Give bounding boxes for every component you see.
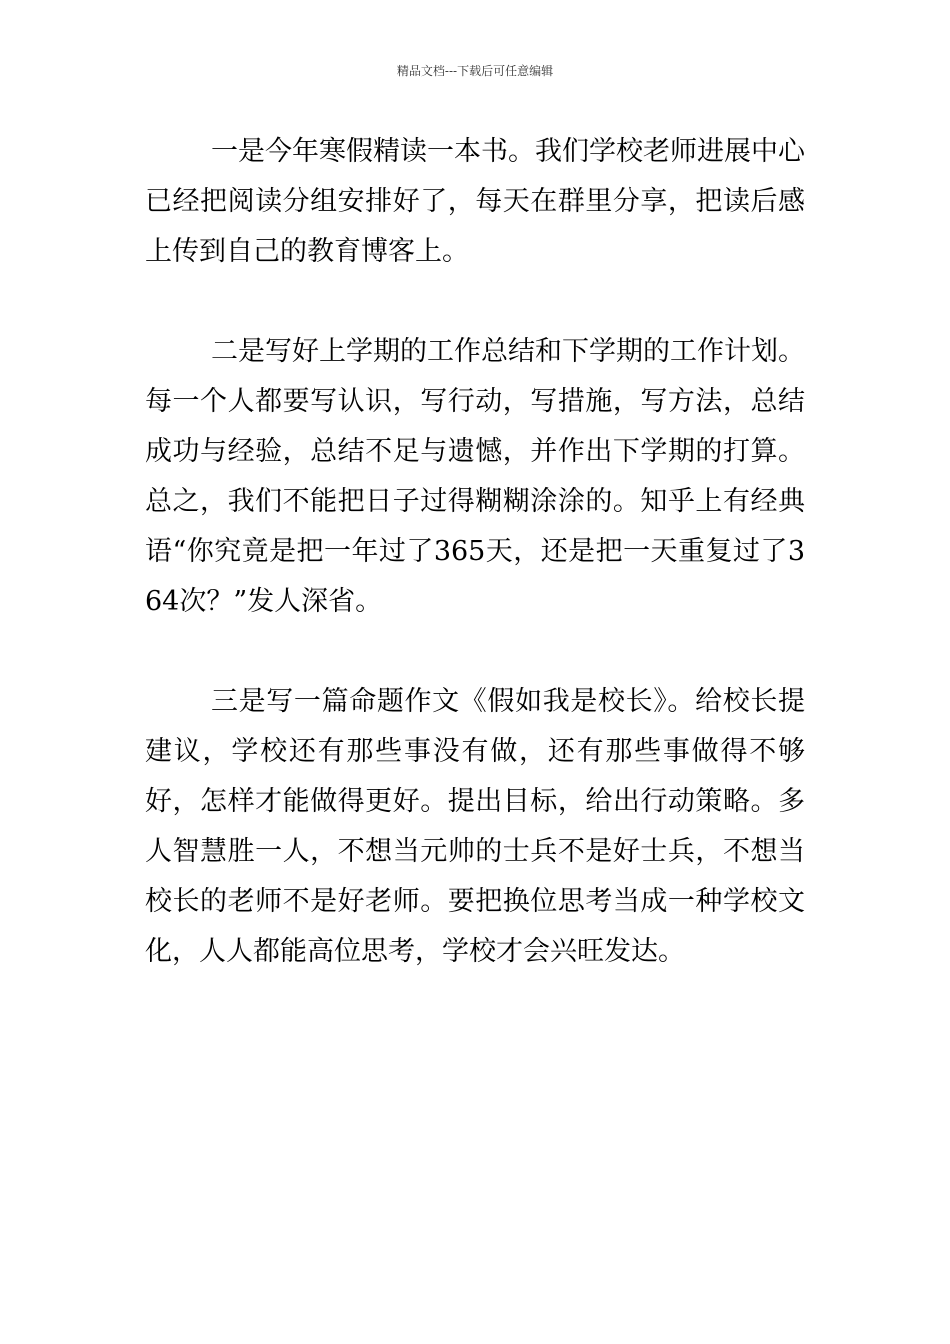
paragraph-work-summary: 二是写好上学期的工作总结和下学期的工作计划。每一个人都要写认识，写行动，写措施，写方法，总结成功与经验，总结不足与遗憾，并作出下学期的打算。总之，我们不能把日子过得糊糊涂涂的。知乎上有经典语“你究竟是把一年过了365天，还是把一天重复过了364次？”发人深省。 [145, 336, 805, 617]
document-body [145, 127, 805, 977]
paragraph-reading-plan: 一是今年寒假精读一本书。我们学校老师进展中心已经把阅读分组安排好了，每天在群里分享，把读后感上传到自己的教育博客上。 [145, 136, 805, 267]
paragraph-essay-assignment: 三是写一篇命题作文《假如我是校长》。给校长提建议，学校还有那些事没有做，还有那些事做得不够好，怎样才能做得更好。提出目标，给出行动策略。多人智慧胜一人，不想当元帅的士兵不是好士兵，不想当校长的老师不是好老师。要把换位思考当成一种学校文化，人人都能高位思考，学校才会兴旺发达。 [145, 686, 805, 967]
page-header: 精品文档---下载后可任意编辑 [396, 64, 554, 78]
